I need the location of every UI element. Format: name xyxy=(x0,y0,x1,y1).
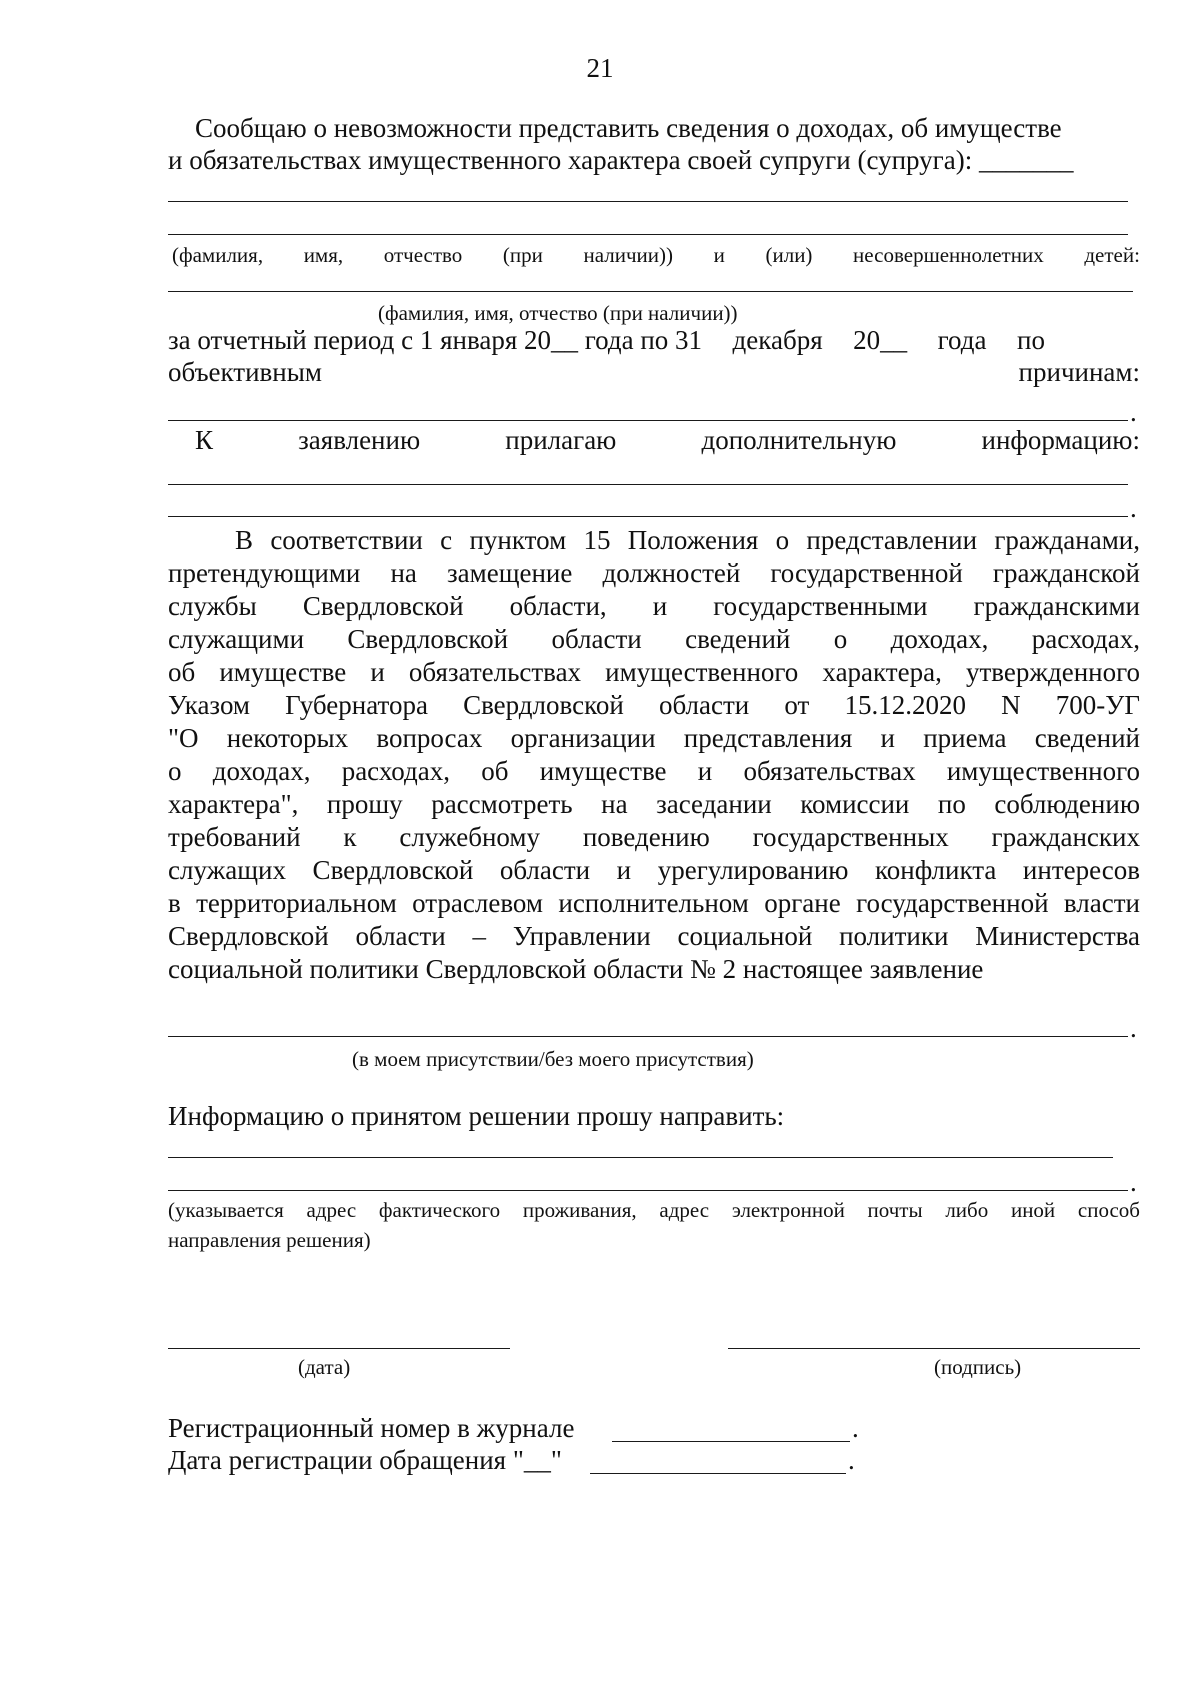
attach-line xyxy=(195,424,1140,456)
period-text: декабря xyxy=(732,325,823,355)
attach-word: информацию: xyxy=(981,425,1140,455)
registration-date-label: Дата регистрации обращения "__" xyxy=(168,1445,562,1475)
paragraph-line: о доходах, расходах, об имуществе и обязательствах имущественного xyxy=(168,756,1140,786)
registration-number-line xyxy=(612,1441,850,1442)
spouse-caption xyxy=(172,242,1140,268)
paragraph-line: служащих Свердловской области и урегулированию конфликта интересов xyxy=(168,855,1140,885)
attach-blank-line-2 xyxy=(168,516,1128,517)
period-text: года xyxy=(937,325,987,355)
attach-word: К xyxy=(195,425,214,455)
address-caption-line-2: направления решения) xyxy=(168,1228,371,1252)
caption-word: детей: xyxy=(1084,243,1140,267)
caption-word: несовершеннолетних xyxy=(853,243,1044,267)
registration-number-dot: . xyxy=(852,1413,859,1443)
intro-line-2: и обязательствах имущественного характера своей супруги (супруга): _______ xyxy=(168,145,1074,175)
date-line xyxy=(168,1348,510,1349)
address-caption-line-1: (указывается адрес фактического проживания, адрес электронной почты либо иной способ xyxy=(168,1198,1140,1222)
attach-word: прилагаю xyxy=(505,425,617,455)
paragraph-line: В соответствии с пунктом 15 Положения о представлении гражданами, xyxy=(235,525,1140,555)
paragraph-line: об имуществе и обязательствах имущественного характера, утвержденного xyxy=(168,657,1140,687)
paragraph-line: службы Свердловской области, и государственными гражданскими xyxy=(168,591,1140,621)
intro-line-1: Сообщаю о невозможности представить сведения о доходах, об имуществе xyxy=(195,113,1062,143)
paragraph-line: Указом Губернатора Свердловской области от 15.12.2020 N 700-УГ xyxy=(168,690,1140,720)
period-line xyxy=(168,324,1045,356)
info-line-1 xyxy=(168,1157,1113,1158)
paragraph-line: служащими Свердловской области сведений о доходах, расходах, xyxy=(168,624,1140,654)
period-text: 20__ xyxy=(853,325,908,355)
paragraph-line: требований к служебному поведению государственных гражданских xyxy=(168,822,1140,852)
attach-word: заявлению xyxy=(298,425,421,455)
period-text: за отчетный период с 1 января 20__ года по 31 xyxy=(168,325,703,355)
children-caption: (фамилия, имя, отчество (при наличии)) xyxy=(378,301,738,325)
presence-caption: (в моем присутствии/без моего присутствия) xyxy=(352,1047,754,1071)
caption-word: (или) xyxy=(765,243,813,267)
attach-word: дополнительную xyxy=(701,425,897,455)
spouse-line-1 xyxy=(168,201,1128,202)
date-caption: (дата) xyxy=(298,1355,351,1379)
reasons-blank-line xyxy=(168,420,1128,421)
paragraph-line: Свердловской области – Управлении социальной политики Министерства xyxy=(168,921,1140,951)
caption-word: (при xyxy=(502,243,543,267)
info-heading: Информацию о принятом решении прошу направить: xyxy=(168,1101,785,1131)
page-number: 21 xyxy=(586,53,614,83)
paragraph-line: в территориальном отраслевом исполнительном органе государственной власти xyxy=(168,888,1140,918)
spouse-line-2 xyxy=(168,234,1128,235)
signature-line xyxy=(728,1348,1140,1349)
attach-dot: . xyxy=(1130,493,1137,523)
period-text: по xyxy=(1017,325,1045,355)
registration-date-line xyxy=(590,1473,846,1474)
caption-word: наличии)) xyxy=(583,243,674,267)
caption-word: (фамилия, xyxy=(172,243,264,267)
paragraph-line: характера", прошу рассмотреть на заседании комиссии по соблюдению xyxy=(168,789,1140,819)
paragraph-line: "О некоторых вопросах организации представления и приема сведений xyxy=(168,723,1140,753)
caption-word: имя, xyxy=(303,243,344,267)
info-dot: . xyxy=(1130,1167,1137,1197)
signature-caption: (подпись) xyxy=(934,1355,1022,1379)
paragraph-line: социальной политики Свердловской области № 2 настоящее заявление xyxy=(168,954,984,984)
children-line xyxy=(168,291,1133,292)
reasons-line xyxy=(168,356,1140,388)
period-right: причинам: xyxy=(1018,357,1140,387)
info-line-2 xyxy=(168,1190,1128,1191)
presence-dot: . xyxy=(1130,1013,1137,1043)
paragraph-line: претендующими на замещение должностей государственной гражданской xyxy=(168,558,1140,588)
caption-word: и xyxy=(713,243,725,267)
reasons-dot: . xyxy=(1130,397,1137,427)
registration-date-dot: . xyxy=(848,1445,855,1475)
period-left: объективным xyxy=(168,357,322,387)
attach-blank-line-1 xyxy=(168,484,1128,485)
presence-line xyxy=(168,1036,1128,1037)
caption-word: отчество xyxy=(383,243,463,267)
registration-number-label: Регистрационный номер в журнале xyxy=(168,1413,575,1443)
